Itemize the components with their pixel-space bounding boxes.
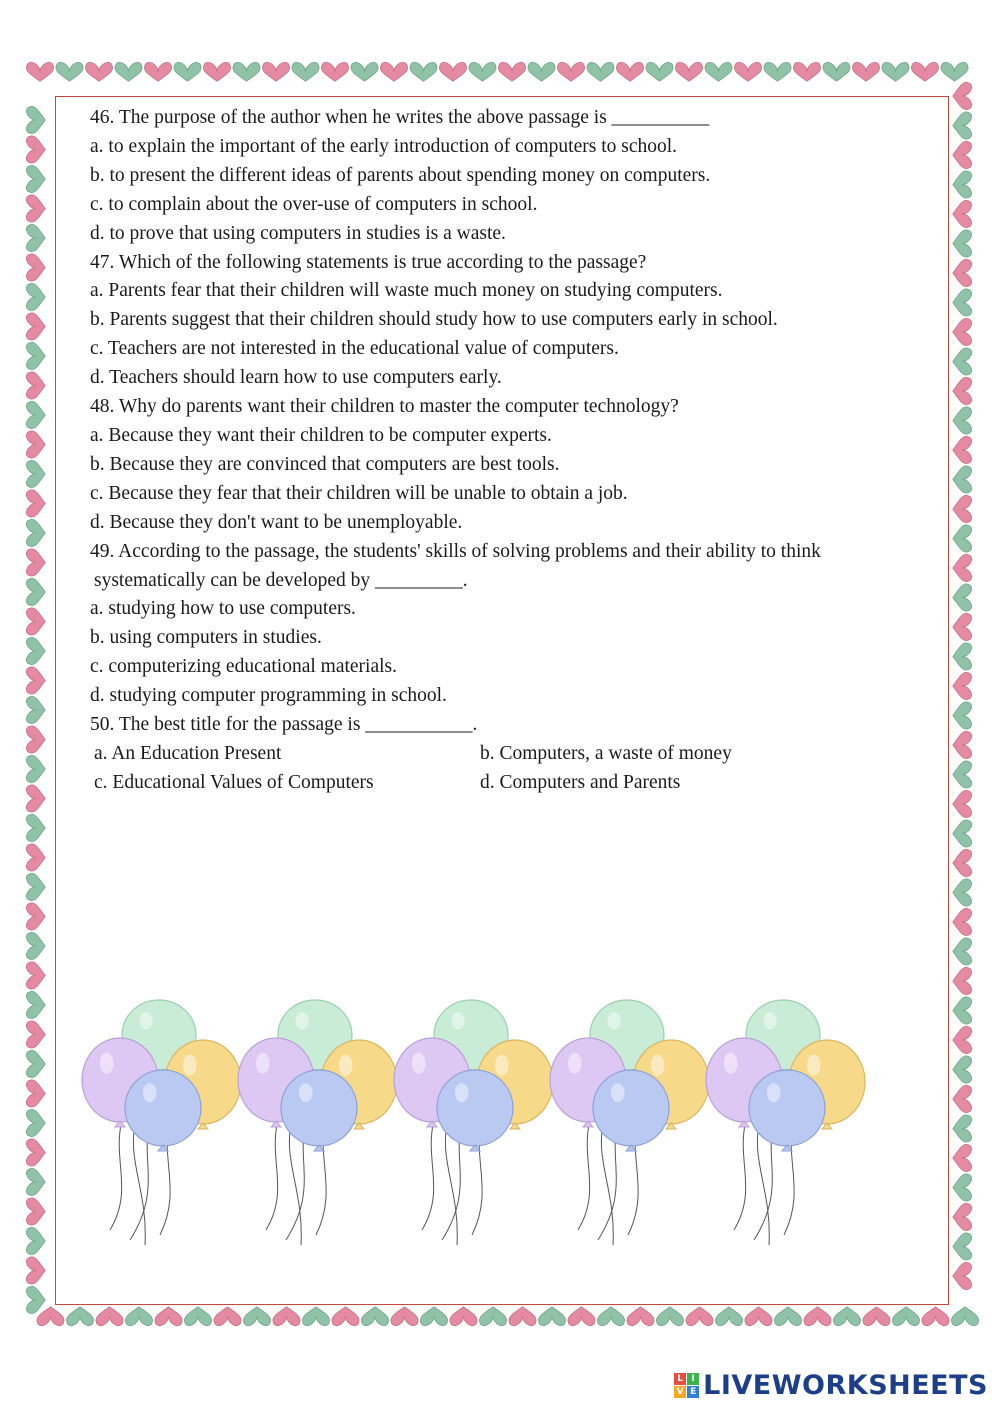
heart-icon [656,1307,683,1326]
blue-balloon [437,1070,513,1146]
heart-icon [953,849,972,876]
heart-icon [528,62,555,81]
heart-icon [953,495,972,522]
heart-icon [852,62,879,81]
logo-letter-v: V [674,1386,686,1398]
heart-icon [833,1307,860,1326]
option-a: a. Because they want their children to be computer experts. [90,424,552,446]
heart-icon [953,230,972,257]
heart-icon [439,62,466,81]
balloon-highlight [412,1053,426,1074]
balloon-highlight [495,1055,509,1076]
heart-icon [469,62,496,81]
heart-icon [953,525,972,552]
heart-icon [26,785,45,812]
question-47 [90,249,930,394]
heart-icon [26,136,45,163]
balloon-highlight [767,1083,781,1102]
heart-icon [587,62,614,81]
heart-icon [184,1307,211,1326]
heart-icon [26,254,45,281]
heart-icon [26,401,45,428]
option-c: c. Teachers are not interested in the educational value of computers. [90,338,619,360]
balloon-highlight [607,1012,620,1030]
option-b: b. Computers, a waste of money [480,742,732,764]
heart-icon [125,1307,152,1326]
balloons-illustration [70,990,890,1260]
heart-icon [953,908,972,935]
heart-icon [391,1307,418,1326]
heart-icon [26,519,45,546]
option-b: b. using computers in studies. [90,627,322,649]
question-48 [90,393,930,538]
blue-balloon [593,1070,669,1146]
option-a: a. to explain the important of the early introduction of computers to school. [90,135,678,157]
heart-icon [420,1307,447,1326]
question-stem: 46. The purpose of the author when he writes the above passage is __________ [90,107,710,128]
heart-icon [953,554,972,581]
heart-icon [793,62,820,81]
heart-icon [26,549,45,576]
heart-icon [774,1307,801,1326]
question-stem: 49. According to the passage, the students' skills of solving problems and their ability to think [90,540,821,562]
heart-icon [26,313,45,340]
heart-icon [597,1307,624,1326]
heart-icon [627,1307,654,1326]
heart-icon [26,991,45,1018]
heart-icon [953,1262,972,1289]
option-c: c. to complain about the over-use of computers in school. [90,193,538,215]
heart-icon [26,490,45,517]
heart-icon [26,755,45,782]
balloon-highlight [568,1053,582,1074]
heart-icon [26,1168,45,1195]
heart-icon [953,200,972,227]
heart-icon [953,436,972,463]
brand-logo-icon [674,1373,699,1398]
balloon-highlight [139,1012,152,1030]
heart-icon [292,62,319,81]
heart-icon [66,1307,93,1326]
heart-icon [953,171,972,198]
question-46 [90,104,930,249]
heart-icon [26,962,45,989]
option-c: c. Because they fear that their children will be unable to obtain a job. [90,482,628,504]
heart-icon [37,1307,64,1326]
heart-icon [26,1050,45,1077]
heart-icon [26,1021,45,1048]
option-b: b. to present the different ideas of parents about spending money on computers. [90,164,711,186]
heart-icon [26,1286,45,1313]
heart-icon [953,1233,972,1260]
logo-letter-e: E [687,1386,699,1398]
question-50 [90,711,930,798]
balloon-highlight [451,1012,464,1030]
balloon-string [422,1120,434,1230]
heart-icon [863,1307,890,1326]
heart-icon [953,1056,972,1083]
worksheet-content [90,104,930,798]
balloon-highlight [611,1083,625,1102]
balloon-highlight [256,1053,270,1074]
heart-icon [26,578,45,605]
heart-icon [410,62,437,81]
option-c: c. computerizing educational materials. [90,656,398,678]
heart-icon [953,584,972,611]
heart-icon [953,1144,972,1171]
heart-icon [953,259,972,286]
heart-icon [882,62,909,81]
heart-icon [26,1198,45,1225]
question-stem: 48. Why do parents want their children to master the computer technology? [90,396,679,418]
option-d: d. to prove that using computers in studies is a waste. [90,222,506,244]
heart-icon [941,62,968,81]
heart-icon [715,1307,742,1326]
heart-icon [953,790,972,817]
heart-icon [26,814,45,841]
heart-icon [26,195,45,222]
balloon-highlight [724,1053,738,1074]
heart-icon [538,1307,565,1326]
heart-icon [686,1307,713,1326]
heart-icon [953,348,972,375]
option-a: a. An Education Present [94,742,282,764]
heart-icon [233,62,260,81]
heart-icon [26,726,45,753]
heart-icon [56,62,83,81]
liveworksheets-brand [674,1365,988,1405]
option-d: d. Teachers should learn how to use computers early. [90,367,502,389]
heart-icon [115,62,142,81]
balloon-string [266,1120,278,1230]
heart-icon [26,431,45,458]
heart-icon [953,879,972,906]
heart-icon [26,460,45,487]
heart-icon [26,1227,45,1254]
balloon-highlight [299,1083,313,1102]
balloon-highlight [807,1055,821,1076]
option-a: a. studying how to use computers. [90,598,356,620]
heart-icon [26,696,45,723]
heart-icon [332,1307,359,1326]
heart-icon [144,62,171,81]
options-row-2 [90,769,930,798]
heart-icon [953,761,972,788]
heart-icon [922,1307,949,1326]
heart-icon [892,1307,919,1326]
heart-icon [951,1307,978,1326]
heart-icon [764,62,791,81]
heart-icon [953,318,972,345]
heart-icon [26,608,45,635]
heart-icon [953,672,972,699]
logo-letter-i: I [687,1373,699,1385]
option-d: d. studying computer programming in school. [90,685,447,707]
balloon-string [110,1120,122,1230]
heart-icon [616,62,643,81]
heart-icon [823,62,850,81]
heart-icon [557,62,584,81]
heart-icon [953,820,972,847]
blue-balloon [749,1070,825,1146]
heart-icon [262,62,289,81]
heart-icon [734,62,761,81]
heart-icon [705,62,732,81]
balloon-highlight [143,1083,157,1102]
heart-icon [26,283,45,310]
heart-icon [953,1026,972,1053]
logo-letter-l: L [674,1373,686,1385]
question-stem: 50. The best title for the passage is ___________. [90,714,478,736]
option-c: c. Educational Values of Computers [94,771,374,793]
heart-icon [953,613,972,640]
question-stem: 47. Which of the following statements is true according to the passage? [90,251,647,273]
heart-icon [321,62,348,81]
heart-icon [953,82,972,109]
heart-icon [498,62,525,81]
heart-icon [26,903,45,930]
heart-icon [953,407,972,434]
heart-icon [26,106,45,133]
heart-icon [214,1307,241,1326]
heart-icon [675,62,702,81]
heart-icon [26,224,45,251]
balloon-highlight [183,1055,197,1076]
question-stem-continued: systematically can be developed by _________. [94,569,468,591]
heart-icon [953,938,972,965]
heart-icon [380,62,407,81]
option-d: d. Because they don't want to be unemployable. [90,511,463,533]
heart-icon [953,731,972,758]
option-a: a. Parents fear that their children will waste much money on studying computers. [90,280,723,302]
balloon-highlight [651,1055,665,1076]
balloon-string [734,1120,746,1230]
heart-icon [26,667,45,694]
heart-icon [953,643,972,670]
heart-icon [804,1307,831,1326]
heart-icon [953,702,972,729]
heart-icon [96,1307,123,1326]
heart-icon [361,1307,388,1326]
heart-icon [26,1139,45,1166]
brand-name: LIVEWORKSHEETS [703,1369,988,1401]
heart-icon [26,62,53,81]
heart-icon [273,1307,300,1326]
heart-icon [953,112,972,139]
option-d: d. Computers and Parents [480,771,681,793]
balloon-highlight [295,1012,308,1030]
heart-icon [26,1257,45,1284]
balloon-highlight [100,1053,114,1074]
heart-icon [953,967,972,994]
heart-icon [302,1307,329,1326]
options-row-1 [90,740,930,769]
heart-icon [953,1203,972,1230]
heart-icon [26,165,45,192]
heart-icon [745,1307,772,1326]
heart-icon [155,1307,182,1326]
heart-icon [26,1109,45,1136]
heart-icon [450,1307,477,1326]
heart-icon [953,1085,972,1112]
heart-icon [953,1174,972,1201]
heart-icon [953,377,972,404]
heart-icon [351,62,378,81]
blue-balloon [281,1070,357,1146]
heart-icon [203,62,230,81]
heart-icon [953,997,972,1024]
heart-icon [243,1307,270,1326]
heart-icon [509,1307,536,1326]
heart-icon [646,62,673,81]
heart-icon [953,289,972,316]
balloon-string [578,1120,590,1230]
question-49 [90,538,930,711]
heart-icon [568,1307,595,1326]
balloon-highlight [763,1012,776,1030]
heart-icon [953,141,972,168]
heart-icon [85,62,112,81]
blue-balloon [125,1070,201,1146]
balloon-highlight [455,1083,469,1102]
heart-icon [26,372,45,399]
heart-icon [953,466,972,493]
heart-icon [26,1080,45,1107]
heart-icon [911,62,938,81]
heart-icon [174,62,201,81]
heart-icon [479,1307,506,1326]
option-b: b. Parents suggest that their children should study how to use computers early in school. [90,309,778,331]
option-b: b. Because they are convinced that computers are best tools. [90,453,560,475]
heart-icon [26,637,45,664]
balloon-highlight [339,1055,353,1076]
heart-icon [26,932,45,959]
heart-icon [953,1115,972,1142]
heart-icon [26,844,45,871]
heart-icon [26,342,45,369]
heart-icon [26,873,45,900]
